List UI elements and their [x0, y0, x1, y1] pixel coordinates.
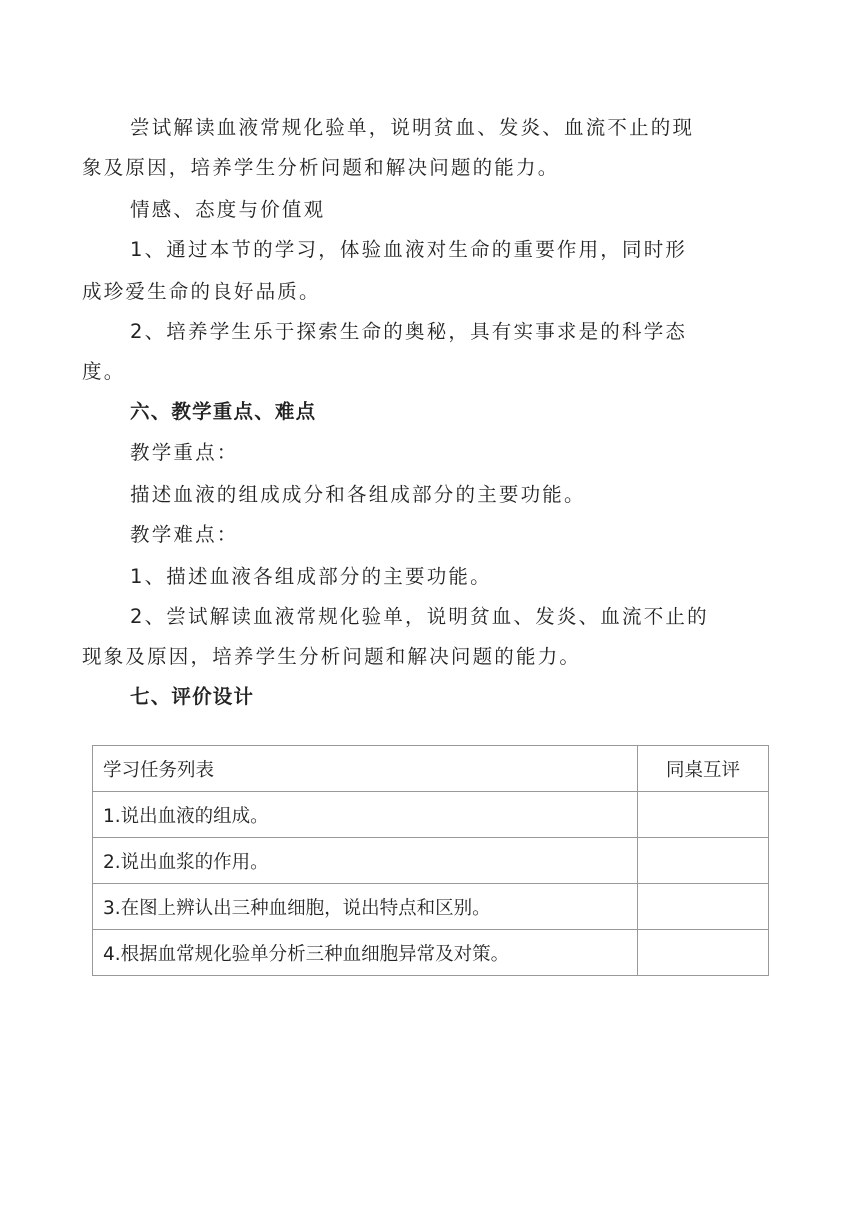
difficulty-item-2-line1: 2、尝试解读血液常规化验单，说明贫血、发炎、血流不止的 [130, 605, 709, 628]
header-peer-review: 同桌互评 [638, 746, 769, 792]
difficulty-label: 教学难点： [130, 523, 239, 546]
evaluation-table [92, 745, 769, 976]
review-cell [638, 930, 769, 976]
review-cell [638, 884, 769, 930]
review-cell [638, 838, 769, 884]
paragraph-line: 成珍爱生命的良好品质。 [82, 280, 321, 303]
paragraph-line: 2、培养学生乐于探索生命的奥秘，具有实事求是的科学态 [130, 320, 688, 343]
paragraph-line: 1、通过本节的学习，体验血液对生命的重要作用，同时形 [130, 238, 688, 261]
table-header-row [93, 746, 769, 792]
subsection-title: 情感、态度与价值观 [130, 198, 326, 221]
focus-text: 描述血液的组成成分和各组成部分的主要功能。 [130, 483, 586, 506]
task-cell: 2.说出血浆的作用。 [93, 838, 638, 884]
task-cell: 3.在图上辨认出三种血细胞，说出特点和区别。 [93, 884, 638, 930]
difficulty-item-1: 1、描述血液各组成部分的主要功能。 [130, 565, 492, 588]
review-cell [638, 792, 769, 838]
focus-label: 教学重点： [130, 441, 239, 464]
table-row [93, 792, 769, 838]
header-task-list: 学习任务列表 [93, 746, 638, 792]
section-heading-7: 七、评价设计 [130, 685, 255, 708]
table-row [93, 930, 769, 976]
difficulty-item-2-line2: 现象及原因，培养学生分析问题和解决问题的能力。 [82, 645, 582, 668]
paragraph-line: 度。 [82, 360, 126, 383]
table-row [93, 838, 769, 884]
paragraph-line: 象及原因，培养学生分析问题和解决问题的能力。 [82, 156, 560, 179]
table-row [93, 884, 769, 930]
task-cell: 4.根据血常规化验单分析三种血细胞异常及对策。 [93, 930, 638, 976]
paragraph-line: 尝试解读血液常规化验单，说明贫血、发炎、血流不止的现 [130, 116, 695, 139]
task-cell: 1.说出血液的组成。 [93, 792, 638, 838]
section-heading-6: 六、教学重点、难点 [130, 400, 317, 423]
